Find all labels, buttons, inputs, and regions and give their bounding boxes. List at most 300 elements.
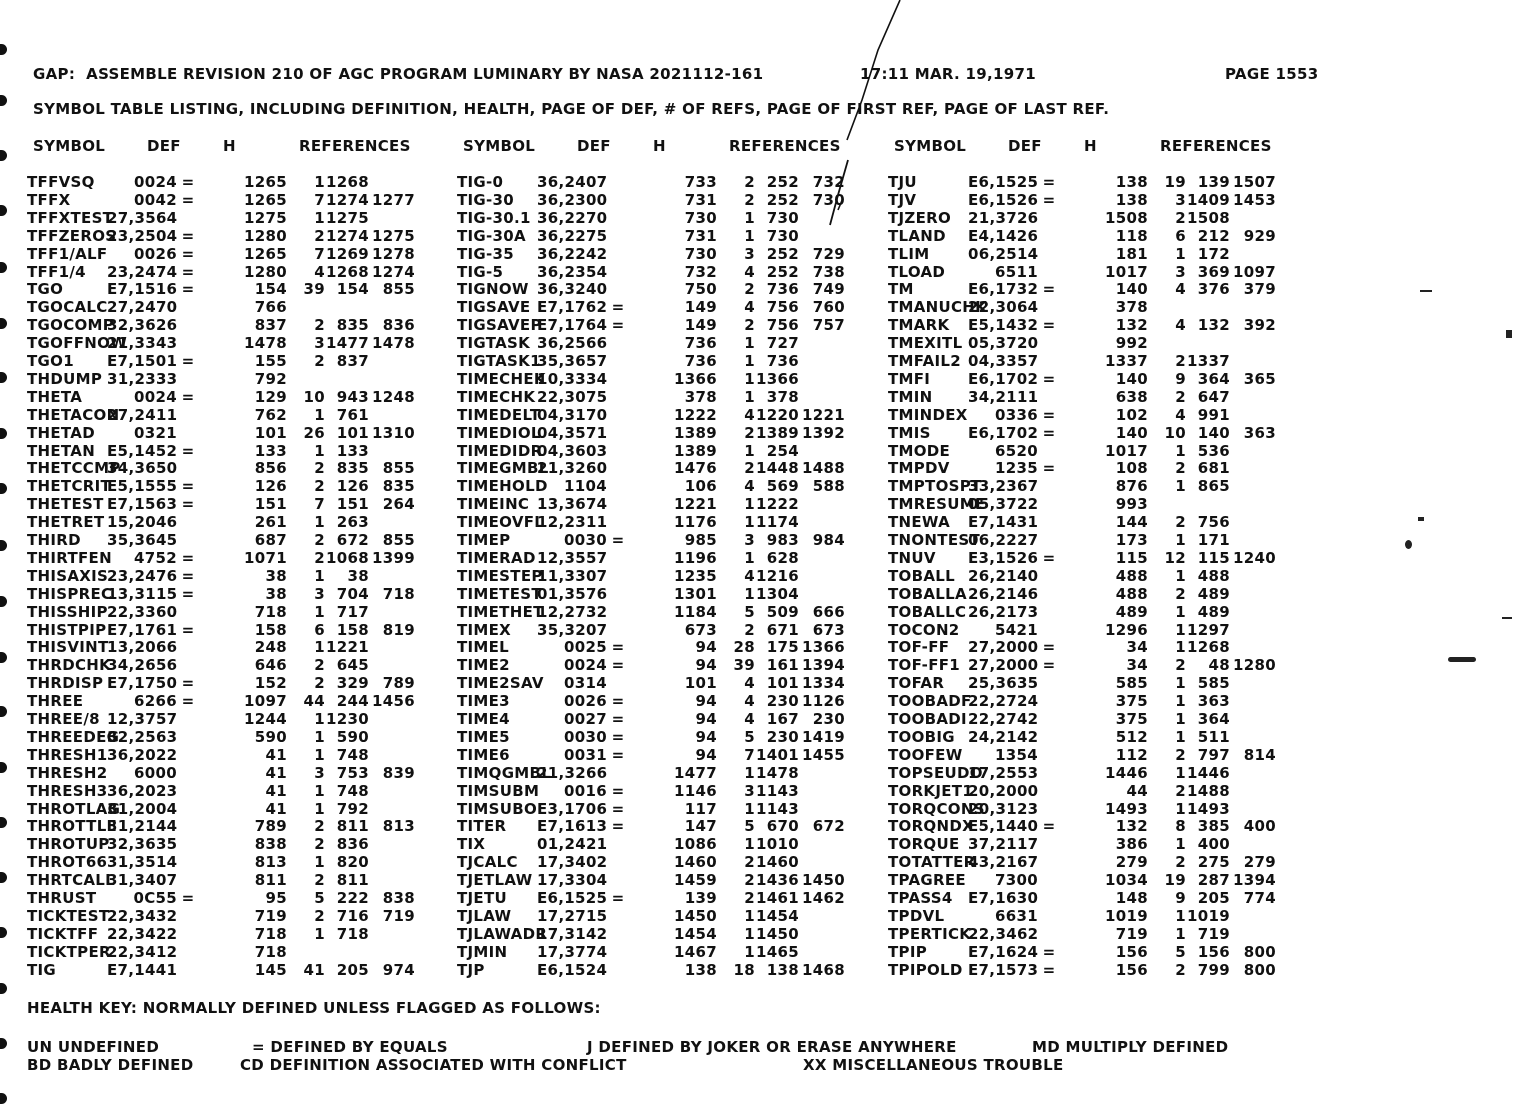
symbol-name: TOOFEW bbox=[888, 746, 963, 764]
def-address: 0314 bbox=[564, 674, 607, 692]
def-address: E7,1613 bbox=[537, 817, 608, 835]
last-ref-page: 379 bbox=[1243, 280, 1276, 298]
def-page: 95 bbox=[265, 889, 287, 907]
def-page: 1265 bbox=[244, 173, 287, 191]
ref-count: 4 bbox=[744, 710, 755, 728]
ref-count: 7 bbox=[314, 245, 325, 263]
ref-count: 10 bbox=[1164, 424, 1186, 442]
health-flag: = bbox=[611, 889, 625, 907]
def-address: 36,3240 bbox=[537, 280, 608, 298]
def-page: 279 bbox=[1115, 853, 1148, 871]
def-page: 856 bbox=[254, 459, 287, 477]
symbol-name: TIMEOVFL bbox=[457, 513, 545, 531]
ref-count: 2 bbox=[1175, 459, 1186, 477]
def-address: 22,2742 bbox=[968, 710, 1039, 728]
def-page: 375 bbox=[1115, 692, 1148, 710]
table-row bbox=[0, 316, 1530, 334]
symbol-name: TIME2 bbox=[457, 656, 510, 674]
def-address: 12,2311 bbox=[537, 513, 608, 531]
def-address: 1104 bbox=[564, 477, 607, 495]
def-page: 1196 bbox=[674, 549, 717, 567]
def-page: 512 bbox=[1115, 728, 1148, 746]
last-ref-page: 729 bbox=[812, 245, 845, 263]
ref-count: 1 bbox=[314, 746, 325, 764]
health-key-xx: XX MISCELLANEOUS TROUBLE bbox=[803, 1056, 1064, 1074]
ref-count: 2 bbox=[314, 531, 325, 549]
def-address: 20,3123 bbox=[968, 800, 1039, 818]
def-page: 1450 bbox=[674, 907, 717, 925]
def-address: 27,2470 bbox=[107, 298, 178, 316]
health-flag: = bbox=[181, 227, 195, 245]
symbol-name: THREEDEG bbox=[27, 728, 120, 746]
def-page: 152 bbox=[254, 674, 287, 692]
ref-count: 39 bbox=[733, 656, 755, 674]
first-ref-page: 1465 bbox=[756, 943, 799, 961]
symbol-name: TGOCALC bbox=[27, 298, 108, 316]
table-row bbox=[0, 567, 1530, 585]
first-ref-page: 139 bbox=[1197, 173, 1230, 191]
first-ref-page: 156 bbox=[1197, 943, 1230, 961]
def-page: 44 bbox=[1126, 782, 1148, 800]
last-ref-page: 666 bbox=[812, 603, 845, 621]
symbol-name: THISTPIP bbox=[27, 621, 107, 639]
def-address: 12,3757 bbox=[107, 710, 178, 728]
ref-count: 2 bbox=[1175, 853, 1186, 871]
ref-count: 1 bbox=[1175, 835, 1186, 853]
first-ref-page: 140 bbox=[1197, 424, 1230, 442]
ref-count: 12 bbox=[1164, 549, 1186, 567]
def-address: E7,1441 bbox=[107, 961, 178, 979]
ref-count: 2 bbox=[744, 621, 755, 639]
def-page: 149 bbox=[684, 316, 717, 334]
def-address: 23,2476 bbox=[107, 567, 178, 585]
first-ref-page: 400 bbox=[1197, 835, 1230, 853]
ref-count: 1 bbox=[1175, 925, 1186, 943]
first-ref-page: 1174 bbox=[756, 513, 799, 531]
symbol-name: THRESH2 bbox=[27, 764, 108, 782]
symbol-name: TOOBIG bbox=[888, 728, 955, 746]
health-flag: = bbox=[611, 638, 625, 656]
def-page: 1086 bbox=[674, 835, 717, 853]
def-page: 1389 bbox=[674, 442, 717, 460]
ref-count: 5 bbox=[744, 603, 755, 621]
symbol-name: TMARK bbox=[888, 316, 950, 334]
ref-count: 1 bbox=[314, 800, 325, 818]
symbol-name: TOPSEUDO bbox=[888, 764, 983, 782]
def-page: 993 bbox=[1115, 495, 1148, 513]
last-ref-page: 1248 bbox=[372, 388, 415, 406]
ref-count: 7 bbox=[744, 746, 755, 764]
def-address: 0030 bbox=[564, 531, 607, 549]
symbol-name: TOBALLA bbox=[888, 585, 967, 603]
def-page: 41 bbox=[265, 782, 287, 800]
symbol-name: TIG-35 bbox=[457, 245, 515, 263]
health-key-joker: J DEFINED BY JOKER OR ERASE ANYWHERE bbox=[587, 1038, 957, 1056]
first-ref-page: 1221 bbox=[326, 638, 369, 656]
ref-count: 1 bbox=[744, 227, 755, 245]
symbol-name: TJETLAW bbox=[457, 871, 533, 889]
first-ref-page: 991 bbox=[1197, 406, 1230, 424]
def-page: 133 bbox=[254, 442, 287, 460]
def-address: 17,3304 bbox=[537, 871, 608, 889]
symbol-name: TIMESTEP bbox=[457, 567, 543, 585]
def-address: 36,2300 bbox=[537, 191, 608, 209]
health-key-title: HEALTH KEY: NORMALLY DEFINED UNLESS FLAGGED AS FOLLOWS: bbox=[27, 999, 601, 1017]
last-ref-page: 1310 bbox=[372, 424, 415, 442]
ref-count: 1 bbox=[744, 388, 755, 406]
column-header-references: REFERENCES bbox=[1160, 137, 1272, 155]
last-ref-page: 1274 bbox=[372, 263, 415, 281]
ref-count: 5 bbox=[314, 889, 325, 907]
def-page: 489 bbox=[1115, 603, 1148, 621]
def-page: 687 bbox=[254, 531, 287, 549]
def-address: E7,1563 bbox=[107, 495, 178, 513]
table-row bbox=[0, 531, 1530, 549]
def-address: 0321 bbox=[134, 424, 177, 442]
def-address: E3,1526 bbox=[968, 549, 1039, 567]
ref-count: 1 bbox=[744, 370, 755, 388]
health-flag: = bbox=[181, 692, 195, 710]
def-address: 0C55 bbox=[133, 889, 177, 907]
ref-count: 1 bbox=[744, 925, 755, 943]
first-ref-page: 1508 bbox=[1187, 209, 1230, 227]
symbol-name: TIX bbox=[457, 835, 486, 853]
first-ref-page: 736 bbox=[766, 352, 799, 370]
symbol-name: TJETU bbox=[457, 889, 507, 907]
first-ref-page: 1216 bbox=[756, 567, 799, 585]
symbol-name: TOBALLC bbox=[888, 603, 967, 621]
health-flag: = bbox=[1042, 191, 1056, 209]
def-address: 22,3064 bbox=[968, 298, 1039, 316]
ref-count: 2 bbox=[1175, 513, 1186, 531]
def-address: E6,1525 bbox=[537, 889, 608, 907]
first-ref-page: 820 bbox=[336, 853, 369, 871]
symbol-name: TJLAWADR bbox=[457, 925, 548, 943]
symbol-name: TGO bbox=[27, 280, 64, 298]
ref-count: 3 bbox=[744, 782, 755, 800]
ref-count: 1 bbox=[1175, 638, 1186, 656]
symbol-name: TIMQGMBL bbox=[457, 764, 552, 782]
last-ref-page: 838 bbox=[382, 889, 415, 907]
def-page: 1265 bbox=[244, 245, 287, 263]
first-ref-page: 101 bbox=[336, 424, 369, 442]
ref-count: 1 bbox=[744, 352, 755, 370]
first-ref-page: 263 bbox=[336, 513, 369, 531]
def-address: 22,3412 bbox=[107, 943, 178, 961]
def-page: 145 bbox=[254, 961, 287, 979]
table-row bbox=[0, 298, 1530, 316]
ref-count: 41 bbox=[303, 961, 325, 979]
def-page: 488 bbox=[1115, 567, 1148, 585]
ref-count: 1 bbox=[744, 549, 755, 567]
last-ref-page: 1450 bbox=[802, 871, 845, 889]
def-page: 140 bbox=[1115, 280, 1148, 298]
first-ref-page: 753 bbox=[336, 764, 369, 782]
symbol-name: TMFAIL2 bbox=[888, 352, 961, 370]
def-address: 7300 bbox=[995, 871, 1038, 889]
def-page: 1508 bbox=[1105, 209, 1148, 227]
symbol-name: TJMIN bbox=[457, 943, 508, 961]
table-row bbox=[0, 370, 1530, 388]
ref-count: 2 bbox=[1175, 209, 1186, 227]
def-page: 156 bbox=[1115, 943, 1148, 961]
def-page: 730 bbox=[684, 209, 717, 227]
ref-count: 1 bbox=[1175, 567, 1186, 585]
symbol-name: TLAND bbox=[888, 227, 946, 245]
symbol-name: TIME2SAV bbox=[457, 674, 544, 692]
last-ref-page: 1478 bbox=[372, 334, 415, 352]
def-address: 17,2715 bbox=[537, 907, 608, 925]
table-row bbox=[0, 585, 1530, 603]
table-row bbox=[0, 961, 1530, 979]
def-page: 261 bbox=[254, 513, 287, 531]
def-address: 12,2732 bbox=[537, 603, 608, 621]
def-address: 6000 bbox=[134, 764, 177, 782]
def-address: 0027 bbox=[564, 710, 607, 728]
symbol-name: TLOAD bbox=[888, 263, 946, 281]
symbol-name: TIMEDIDR bbox=[457, 442, 543, 460]
def-address: 17,3774 bbox=[537, 943, 608, 961]
symbol-name: TIGNOW bbox=[457, 280, 529, 298]
health-flag: = bbox=[1042, 424, 1056, 442]
def-page: 1301 bbox=[674, 585, 717, 603]
table-row bbox=[0, 907, 1530, 925]
def-page: 766 bbox=[254, 298, 287, 316]
symbol-name: TIG-0 bbox=[457, 173, 504, 191]
first-ref-page: 835 bbox=[336, 316, 369, 334]
first-ref-page: 1493 bbox=[1187, 800, 1230, 818]
def-address: 31,2333 bbox=[107, 370, 178, 388]
first-ref-page: 1275 bbox=[326, 209, 369, 227]
def-page: 102 bbox=[1115, 406, 1148, 424]
def-address: E5,1555 bbox=[107, 477, 178, 495]
health-flag: = bbox=[181, 549, 195, 567]
ref-count: 4 bbox=[744, 406, 755, 424]
table-row bbox=[0, 800, 1530, 818]
first-ref-page: 385 bbox=[1197, 817, 1230, 835]
health-key-equals: = DEFINED BY EQUALS bbox=[252, 1038, 448, 1056]
ref-count: 3 bbox=[314, 334, 325, 352]
first-ref-page: 1222 bbox=[756, 495, 799, 513]
first-ref-page: 865 bbox=[1197, 477, 1230, 495]
def-page: 41 bbox=[265, 746, 287, 764]
ref-count: 9 bbox=[1175, 370, 1186, 388]
def-address: 15,2046 bbox=[107, 513, 178, 531]
def-page: 736 bbox=[684, 334, 717, 352]
health-flag: = bbox=[181, 263, 195, 281]
column-header-symbol: SYMBOL bbox=[463, 137, 536, 155]
column-header-symbol: SYMBOL bbox=[894, 137, 967, 155]
ref-count: 2 bbox=[1175, 352, 1186, 370]
def-page: 718 bbox=[254, 943, 287, 961]
health-flag: = bbox=[1042, 656, 1056, 674]
def-page: 838 bbox=[254, 835, 287, 853]
def-address: 32,3635 bbox=[107, 835, 178, 853]
first-ref-page: 756 bbox=[1197, 513, 1230, 531]
first-ref-page: 212 bbox=[1197, 227, 1230, 245]
def-page: 732 bbox=[684, 263, 717, 281]
def-page: 719 bbox=[254, 907, 287, 925]
column-header-health: H bbox=[1084, 137, 1097, 155]
symbol-name: TPIP bbox=[888, 943, 928, 961]
ref-count: 4 bbox=[744, 263, 755, 281]
ref-count: 1 bbox=[1175, 477, 1186, 495]
def-address: E6,1732 bbox=[968, 280, 1039, 298]
def-page: 101 bbox=[684, 674, 717, 692]
first-ref-page: 730 bbox=[766, 227, 799, 245]
def-page: 94 bbox=[695, 746, 717, 764]
symbol-name: TIMEDELT bbox=[457, 406, 541, 424]
def-address: 36,2023 bbox=[107, 782, 178, 800]
symbol-name: THETCCMP bbox=[27, 459, 121, 477]
ref-count: 4 bbox=[1175, 406, 1186, 424]
first-ref-page: 718 bbox=[336, 925, 369, 943]
health-flag: = bbox=[1042, 280, 1056, 298]
first-ref-page: 205 bbox=[336, 961, 369, 979]
table-row bbox=[0, 352, 1530, 370]
ref-count: 4 bbox=[744, 674, 755, 692]
def-address: 04,3603 bbox=[537, 442, 608, 460]
symbol-name: TOOBADF bbox=[888, 692, 972, 710]
first-ref-page: 569 bbox=[766, 477, 799, 495]
symbol-name: TJCALC bbox=[457, 853, 518, 871]
symbol-name: TIMETHET bbox=[457, 603, 544, 621]
symbol-name: TFFZEROS bbox=[27, 227, 117, 245]
def-address: 0042 bbox=[134, 191, 177, 209]
def-page: 813 bbox=[254, 853, 287, 871]
first-ref-page: 287 bbox=[1197, 871, 1230, 889]
def-page: 1478 bbox=[244, 334, 287, 352]
first-ref-page: 1010 bbox=[756, 835, 799, 853]
first-ref-page: 590 bbox=[336, 728, 369, 746]
ref-count: 3 bbox=[314, 764, 325, 782]
symbol-name: TIMETEST bbox=[457, 585, 542, 603]
def-address: 21,3260 bbox=[537, 459, 608, 477]
last-ref-page: 819 bbox=[382, 621, 415, 639]
report-header: GAP: ASSEMBLE REVISION 210 OF AGC PROGRAM LUMINARY BY NASA 2021112-161 bbox=[33, 65, 764, 83]
def-page: 386 bbox=[1115, 835, 1148, 853]
def-address: 0336 bbox=[995, 406, 1038, 424]
def-page: 1493 bbox=[1105, 800, 1148, 818]
ref-count: 8 bbox=[1175, 817, 1186, 835]
def-page: 132 bbox=[1115, 817, 1148, 835]
def-address: E7,1762 bbox=[537, 298, 608, 316]
def-address: 36,2354 bbox=[537, 263, 608, 281]
def-page: 585 bbox=[1115, 674, 1148, 692]
ref-count: 5 bbox=[744, 817, 755, 835]
health-flag: = bbox=[181, 280, 195, 298]
def-address: 17,2553 bbox=[968, 764, 1039, 782]
first-ref-page: 1460 bbox=[756, 853, 799, 871]
symbol-name: TOTATTER bbox=[888, 853, 976, 871]
symbol-name: TIMEL bbox=[457, 638, 510, 656]
table-row bbox=[0, 477, 1530, 495]
last-ref-page: 230 bbox=[812, 710, 845, 728]
def-page: 1280 bbox=[244, 263, 287, 281]
first-ref-page: 172 bbox=[1197, 245, 1230, 263]
health-flag: = bbox=[181, 477, 195, 495]
symbol-name: TJZERO bbox=[888, 209, 952, 227]
ref-count: 1 bbox=[314, 710, 325, 728]
last-ref-page: 392 bbox=[1243, 316, 1276, 334]
first-ref-page: 329 bbox=[336, 674, 369, 692]
last-ref-page: 1488 bbox=[802, 459, 845, 477]
table-row bbox=[0, 871, 1530, 889]
ref-count: 1 bbox=[1175, 907, 1186, 925]
def-page: 730 bbox=[684, 245, 717, 263]
ref-count: 1 bbox=[744, 835, 755, 853]
health-flag: = bbox=[1042, 549, 1056, 567]
symbol-name: TJV bbox=[888, 191, 917, 209]
symbol-name: THRDISP bbox=[27, 674, 104, 692]
last-ref-page: 738 bbox=[812, 263, 845, 281]
first-ref-page: 126 bbox=[336, 477, 369, 495]
symbol-name: THISSHIP bbox=[27, 603, 108, 621]
def-address: 01,2421 bbox=[537, 835, 608, 853]
first-ref-page: 1304 bbox=[756, 585, 799, 603]
def-page: 94 bbox=[695, 710, 717, 728]
def-page: 1071 bbox=[244, 549, 287, 567]
first-ref-page: 254 bbox=[766, 442, 799, 460]
def-address: 32,2563 bbox=[107, 728, 178, 746]
symbol-name: THETAN bbox=[27, 442, 96, 460]
last-ref-page: 1334 bbox=[802, 674, 845, 692]
last-ref-page: 974 bbox=[382, 961, 415, 979]
ref-count: 1 bbox=[744, 800, 755, 818]
symbol-name: TLIM bbox=[888, 245, 930, 263]
def-address: 04,3571 bbox=[537, 424, 608, 442]
first-ref-page: 727 bbox=[766, 334, 799, 352]
ref-count: 2 bbox=[314, 907, 325, 925]
def-page: 117 bbox=[684, 800, 717, 818]
def-address: 04,3170 bbox=[537, 406, 608, 424]
def-address: 35,3645 bbox=[107, 531, 178, 549]
last-ref-page: 363 bbox=[1243, 424, 1276, 442]
def-address: 32,3626 bbox=[107, 316, 178, 334]
first-ref-page: 205 bbox=[1197, 889, 1230, 907]
ref-count: 1 bbox=[744, 585, 755, 603]
symbol-name: TIMEGMBL bbox=[457, 459, 549, 477]
def-address: 0031 bbox=[564, 746, 607, 764]
def-page: 1097 bbox=[244, 692, 287, 710]
def-page: 126 bbox=[254, 477, 287, 495]
first-ref-page: 133 bbox=[336, 442, 369, 460]
table-row bbox=[0, 728, 1530, 746]
def-address: 26,2146 bbox=[968, 585, 1039, 603]
table-row bbox=[0, 424, 1530, 442]
def-page: 1034 bbox=[1105, 871, 1148, 889]
def-address: E3,1706 bbox=[537, 800, 608, 818]
ref-count: 2 bbox=[744, 424, 755, 442]
def-page: 789 bbox=[254, 817, 287, 835]
ref-count: 2 bbox=[744, 853, 755, 871]
column-header-references: REFERENCES bbox=[299, 137, 411, 155]
last-ref-page: 732 bbox=[812, 173, 845, 191]
first-ref-page: 1488 bbox=[1187, 782, 1230, 800]
def-page: 138 bbox=[684, 961, 717, 979]
first-ref-page: 1220 bbox=[756, 406, 799, 424]
def-address: 6520 bbox=[995, 442, 1038, 460]
ref-count: 2 bbox=[744, 316, 755, 334]
table-row bbox=[0, 656, 1530, 674]
last-ref-page: 279 bbox=[1243, 853, 1276, 871]
table-row bbox=[0, 406, 1530, 424]
ref-count: 39 bbox=[303, 280, 325, 298]
def-address: 36,2407 bbox=[537, 173, 608, 191]
first-ref-page: 509 bbox=[766, 603, 799, 621]
def-address: 13,3674 bbox=[537, 495, 608, 513]
symbol-name: THETEST bbox=[27, 495, 104, 513]
